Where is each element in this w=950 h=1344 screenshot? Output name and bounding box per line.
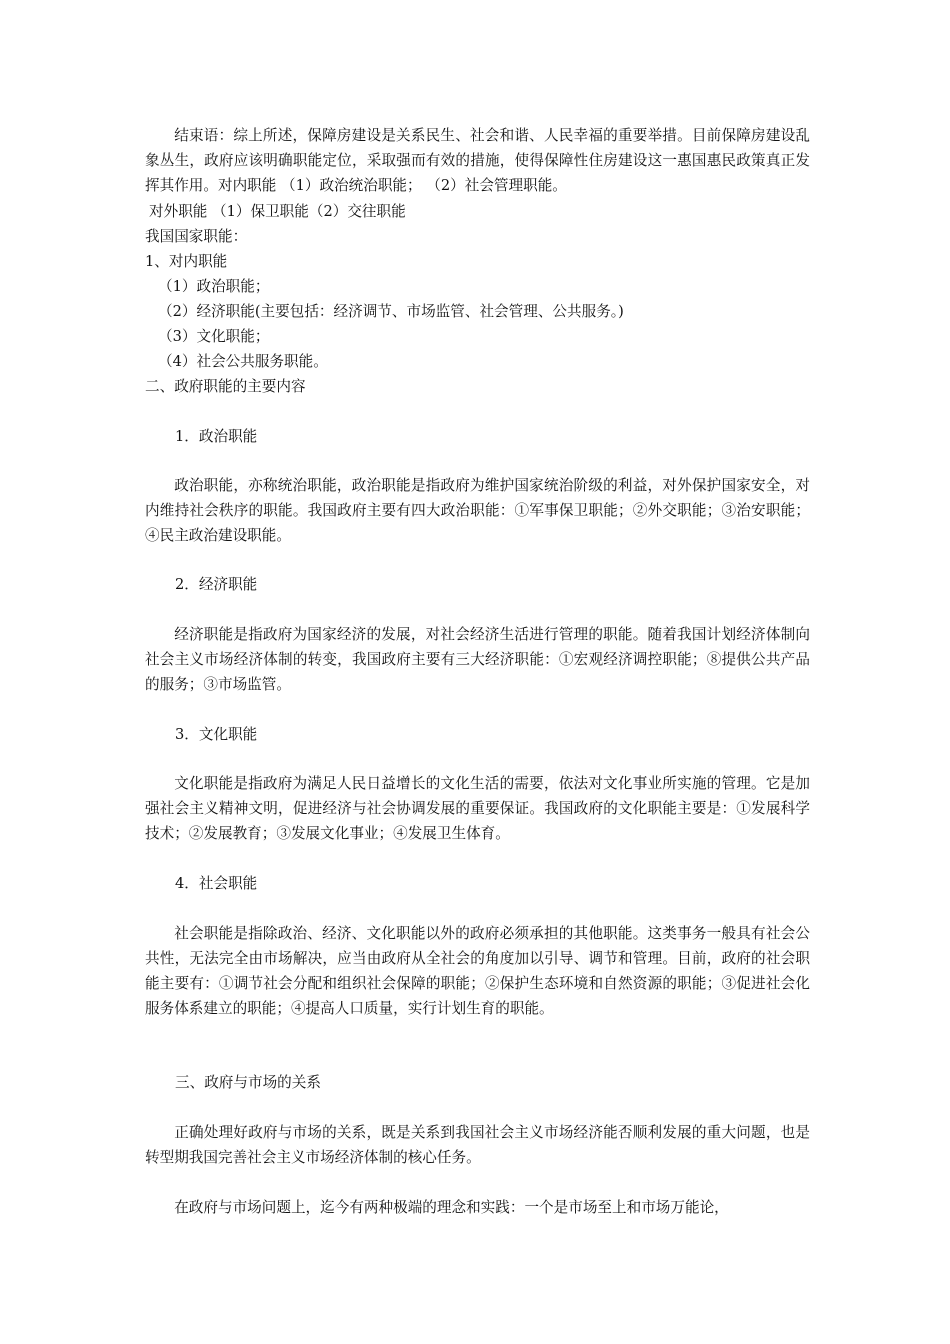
list-item: （3）文化职能； xyxy=(158,328,270,345)
cultural-body: 文化职能是指政府为满足人民日益增长的文化生活的需要，依法对文化事业所实施的管理。它是加强社会主义精神文明，促进经济与社会协调发展的重要保证。我国政府的文化职能主要是：①发展科学技术；②发展教育；③发展文化事业；④发展卫生体育。 xyxy=(145,775,810,842)
political-heading: 1．政治职能 xyxy=(175,428,258,445)
social-heading: 4．社会职能 xyxy=(175,875,258,892)
section2-heading: 二、政府职能的主要内容 xyxy=(145,378,306,395)
list-item: （2）经济职能(主要包括：经济调节、市场监管、社会管理、公共服务。) xyxy=(158,303,624,320)
economic-body: 经济职能是指政府为国家经济的发展，对社会经济生活进行管理的职能。随着我国计划经济体制向社会主义市场经济体制的转变，我国政府主要有三大经济职能：①宏观经济调控职能；⑧提供公共产品的服务；③市场监管。 xyxy=(145,626,810,693)
economic-heading: 2．经济职能 xyxy=(175,576,258,593)
list-item: （4）社会公共服务职能。 xyxy=(158,353,328,370)
list-item: （1）政治职能； xyxy=(158,278,270,295)
social-body: 社会职能是指除政治、经济、文化职能以外的政府必须承担的其他职能。这类事务一般具有社会公共性，无法完全由市场解决，应当由政府从全社会的角度加以引导、调节和管理。目前，政府的社会职能主要有：①调节社会分配和组织社会保障的职能；②保护生态环境和自然资源的职能；③促进社会化服务体系建立的职能；④提高人口质量，实行计划生育的职能。 xyxy=(145,925,810,1017)
section3-paragraph-1: 正确处理好政府与市场的关系，既是关系到我国社会主义市场经济能否顺利发展的重大问题，也是转型期我国完善社会主义市场经济体制的核心任务。 xyxy=(145,1124,810,1166)
internal-functions-heading: 1、对内职能 xyxy=(145,253,228,270)
intro-paragraph: 结束语：综上所述，保障房建设是关系民生、社会和谐、人民幸福的重要举措。目前保障房建设乱象丛生，政府应该明确职能定位，采取强而有效的措施，使得保障性住房建设这一惠国惠民政策真正发挥其作用。对内职能 （1）政治统治职能； （2）社会管理职能。 xyxy=(145,127,810,194)
political-body: 政治职能，亦称统治职能，政治职能是指政府为维护国家统治阶级的利益，对外保护国家安全，对内维持社会秩序的职能。我国政府主要有四大政治职能：①军事保卫职能；②外交职能；③治安职能；④民主政治建设职能。 xyxy=(145,477,810,544)
country-functions-line: 我国国家职能： xyxy=(145,228,248,245)
section3-paragraph-2: 在政府与市场问题上，迄今有两种极端的理念和实践：一个是市场至上和市场万能论， xyxy=(174,1199,729,1216)
cultural-heading: 3．文化职能 xyxy=(175,726,258,743)
section3-heading: 三、政府与市场的关系 xyxy=(175,1074,321,1091)
external-functions-line: 对外职能 （1）保卫职能（2）交往职能 xyxy=(149,203,406,220)
